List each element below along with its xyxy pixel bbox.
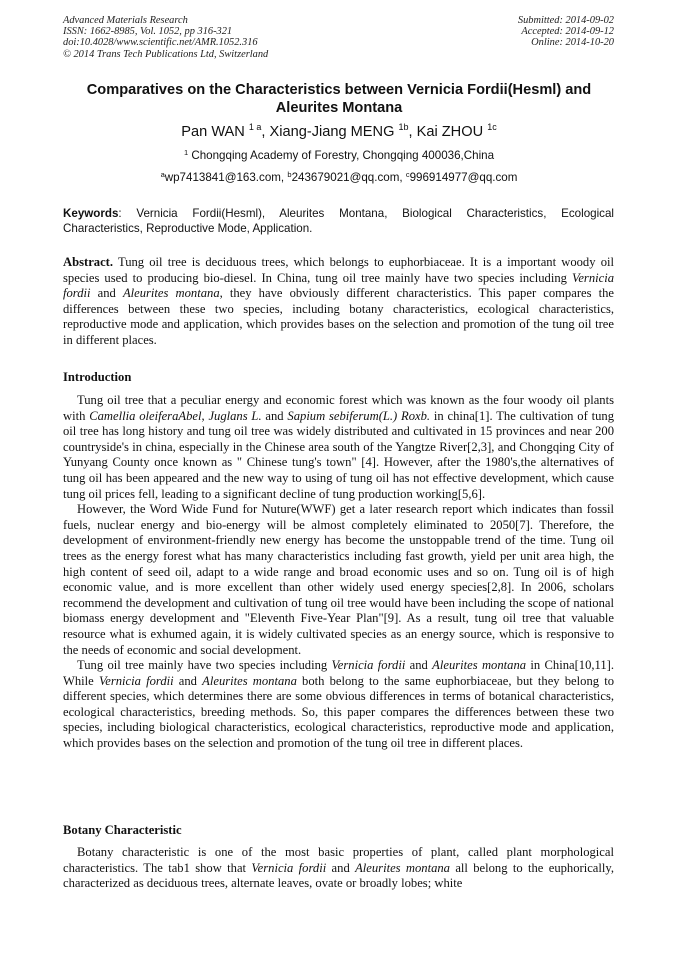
keywords-text: : Vernicia Fordii(Hesml), Aleurites Montana, Biological Characteristics, Ecological Characteristics, Reproductive Mode, Application. — [63, 207, 614, 235]
affiliation-text: Chongqing Academy of Forestry, Chongqing 400036,China — [191, 149, 495, 162]
botany-paragraph — [63, 845, 614, 892]
botany-heading: Botany Characteristic — [63, 823, 182, 837]
species-name: Vernicia fordii — [251, 860, 327, 875]
paragraph-text: and — [261, 408, 288, 423]
species-name: Juglans L. — [208, 408, 262, 423]
author-list: Pan WAN $^{1 a}$, Xiang-Jiang MENG $^{1b}$, Kai ZHOU $^{1c}$ — [181, 122, 497, 140]
title-line-2: Aleurites Montana — [275, 100, 403, 116]
publication-dates — [518, 15, 614, 49]
email-link[interactable]: 996914977@qq.com — [409, 171, 518, 184]
journal-info — [63, 15, 268, 60]
author-mark: 1 a — [248, 122, 262, 132]
doi-line: doi:10.4028/www.scientific.net/AMR.1052.316 — [63, 37, 258, 49]
paragraph-text: Tung oil tree mainly have two species including — [77, 658, 332, 673]
species-name: Sapium sebiferum(L.) Roxb. — [287, 408, 431, 423]
species-name: Vernicia fordii — [331, 658, 406, 673]
title-line-1: Comparatives on the Characteristics between Vernicia Fordii(Hesml) and — [86, 82, 592, 98]
species-name: Vernicia fordii — [63, 270, 614, 301]
paper-title — [40, 81, 638, 117]
abstract-label: Abstract. — [63, 255, 114, 269]
species-name: Aleurites montana — [202, 673, 297, 688]
species-name: Aleurites montana — [355, 860, 450, 875]
abstract — [63, 255, 614, 349]
email-link[interactable]: wp7413841@163.com, — [164, 171, 285, 184]
keywords — [63, 206, 614, 236]
issn-line: ISSN: 1662-8985, Vol. 1052, pp 316-321 — [63, 26, 233, 38]
email-link[interactable]: 243679021@qq.com, — [291, 171, 403, 184]
email-mark: c — [405, 170, 410, 179]
paragraph-text: and — [405, 658, 433, 673]
intro-paragraph-3 — [63, 658, 614, 752]
species-name: Camellia oleiferaAbel — [89, 408, 202, 423]
introduction-body — [63, 393, 614, 752]
intro-paragraph-1 — [63, 393, 614, 502]
submitted-date: Submitted: 2014-09-02 — [517, 15, 614, 26]
paragraph-text: , — [201, 408, 209, 423]
accepted-date: Accepted: 2014-09-12 — [521, 26, 614, 38]
online-date: Online: 2014-10-20 — [531, 37, 614, 49]
botany-body — [63, 845, 614, 892]
species-name: Vernicia fordii — [98, 673, 174, 688]
author-name: Pan WAN — [181, 124, 245, 140]
paragraph-text: in China[10,11]. While — [63, 658, 614, 688]
paragraph-text: Tung oil tree that a peculiar energy and economic forest which was known as the four woody oil plants with — [63, 393, 614, 423]
species-name: Aleurites montana — [432, 658, 527, 673]
affiliation-mark: 1 — [183, 148, 189, 157]
abstract-text: Tung oil tree is deciduous trees, which belongs to euphorbiaceae. It is a important woody oil species used to producing bio-diesel. In China, tung oil tree mainly have two species including — [63, 255, 614, 285]
author-name: Xiang-Jiang MENG — [269, 124, 395, 140]
paragraph-text: in china[1]. The cultivation of tung oil tree has long history and tung oil tree was widely distributed and cultivated in 15 provinces and near 200 countryside's in china, especially in the Chinese area south of the Yangtze River[2,3], and Chongqing City of Yunyang County once known as " Chinese tung's town" [4]. However, after the 1980's,the alternatives of tung oil has been appeared and the new way to using of tung oil has not effective development, which cause tung oil prices fell, leading to a significant decline of tung production working[5,6]. — [63, 408, 614, 501]
copyright-line: © 2014 Trans Tech Publications Ltd, Switzerland — [63, 48, 269, 60]
email-mark: b — [287, 170, 292, 179]
paragraph-text: and — [173, 673, 203, 688]
abstract-text: , they have obviously different characteristics. This paper compares the differences between these two species, including botany characteristics, ecological characteristics, reproductive mode and application, which provides bases on the selection and promotion of the tung oil tree in different places. — [63, 286, 615, 347]
intro-paragraph-2: However, the Word Wide Fund for Nuture(WWF) get a later research report which indicates than fossil fuels, nuclear energy and bio-energy will be almost completely eliminated to 2050[7]. Therefore, the development of environment-friendly new energy has become the unstoppable trend of the time. Tung oil trees as the energy forest what has many characteristics including fast growth, yield per unit area high, the high content of seed oil, adapt to a wide range and broad economic uses and so on. Tung oil is of high economic value, and is more excellent than other widely used energy species[2,8]. In 2006, scholars recommend the development and cultivation of tung oil tree would have been including the scope of national biomass energy development and "Eleventh Five-Year Plan"[9]. As a result, tung oil tree that valuable resource what is exhumed again, it is widely cultivated species as an energy source, which is responsive to the needs of economic and social development. — [63, 502, 614, 657]
journal-name: Advanced Materials Research — [63, 15, 188, 26]
species-name: Aleurites montana — [122, 286, 220, 301]
email-list — [40, 171, 638, 185]
affiliation — [40, 149, 638, 163]
paragraph-text: and — [326, 860, 356, 875]
author-name: Kai ZHOU — [416, 124, 484, 140]
abstract-text: and — [90, 286, 123, 301]
introduction-heading: Introduction — [63, 370, 132, 384]
keywords-label: Keywords — [63, 207, 119, 220]
paragraph-text: all belong to the euphorically, characterized as deciduous trees, alternate leaves, ovate or broadly lobes; white — [63, 860, 615, 891]
email-mark: a — [160, 170, 165, 179]
paragraph-text: Botany characteristic is one of the most basic properties of plant, called plant morphological characteristics. The tab1 show that — [63, 845, 614, 875]
author-mark: 1c — [487, 122, 497, 132]
paragraph-text: both belong to the same euphorbiaceae, but they belong to different species, which determines there are some obvious differences in terms of botanical characteristics, ecological characteristics, breeding methods. So, this paper compares the differences between these two species, including biological characteristics, ecological characteristics, reproductive mode and application, which provides bases on the selection and promotion of the tung oil tree in different places. — [63, 673, 615, 751]
author-mark: 1b — [398, 122, 409, 132]
